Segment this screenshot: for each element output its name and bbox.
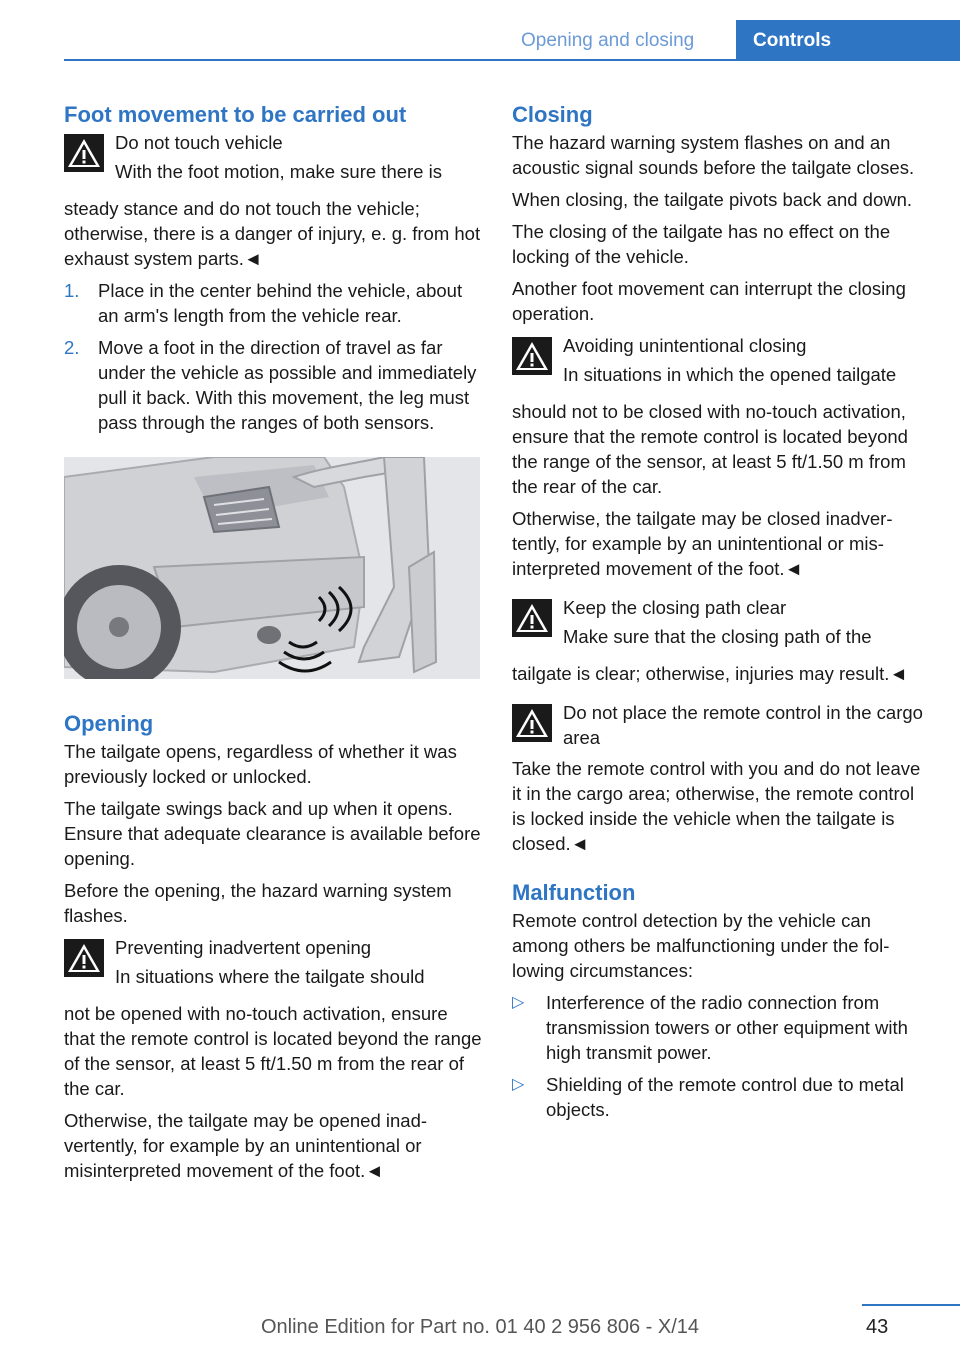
warning-preventing-opening [64,935,482,1101]
heading-opening: Opening [64,711,154,736]
warning-title: Do not touch vehicle [115,132,283,153]
tailgate-foot-illustration [64,457,480,679]
paragraph: The tailgate opens, regardless of whether it was previously locked or unlocked. [64,741,457,787]
paragraph: When closing, the tailgate pivots back and down. [512,189,913,210]
step-number: 1. [64,280,80,301]
paragraph: The tailgate swings back and up when it opens. Ensure that adequate clearance is available before opening. [64,798,481,869]
warning-triangle-icon [64,939,104,977]
header-rule [64,59,960,61]
warning-do-not-touch [64,130,482,271]
step-number: 2. [64,337,80,358]
heading-foot-movement: Foot movement to be carried out [64,102,407,127]
warning-remote-cargo [512,700,926,856]
warning-avoid-closing [512,333,926,499]
warning-lead: With the foot motion, make sure there is [115,161,442,182]
bullet-text: Shielding of the remote control due to metal objects. [546,1074,904,1120]
paragraph: Remote control detection by the vehicle can among others be malfunctioning under the following circumstances: [512,910,890,981]
warning-triangle-icon [512,337,552,375]
warning-lead: In situations where the tailgate should [115,966,425,987]
paragraph: Otherwise, the tailgate may be opened inadvertently, for example by an unintentional or misinterpreted movement of the foot.◄ [64,1110,428,1181]
warning-body: steady stance and do not touch the vehicle; otherwise, there is a danger of injury, e. g. from hot exhaust system parts.◄ [64,198,481,269]
car-rear-illustration-image [64,457,480,679]
edition-footer: Online Edition for Part no. 01 40 2 956 806 - X/14 [260,1316,700,1338]
warning-lead: Make sure that the closing path of the [563,626,872,647]
warning-triangle-icon [512,599,552,637]
heading-closing: Closing [512,102,593,127]
paragraph: Another foot movement can interrupt the closing operation. [512,278,906,324]
paragraph: The closing of the tailgate has no effect on the locking of the vehicle. [512,221,891,267]
header-chapter-tab: Controls [736,20,960,61]
warning-title: Keep the closing path clear [563,597,787,618]
header-section-title: Opening and closing [521,30,695,51]
warning-triangle-icon [64,134,104,172]
page-number: 43 [866,1316,889,1338]
warning-body: tailgate is clear; otherwise, injuries may result.◄ [512,663,908,684]
step-text: Move a foot in the direction of travel as far under the vehicle as possible and immediately pull it back. With this movement, the leg must pass through the ranges of both sensors. [98,337,477,433]
warning-title: Do not place the remote control in the cargo area [563,702,923,748]
right-column [512,100,926,1130]
list-item [64,278,482,328]
page-number-rule [862,1304,960,1306]
paragraph: Before the opening, the hazard warning system flashes. [64,880,452,926]
left-column [64,100,482,1190]
list-item [512,990,926,1065]
bullet-list [512,990,926,1122]
bullet-triangle-icon: ▷ [512,994,525,1011]
warning-body: Take the remote control with you and do not leave it in the cargo area; otherwise, the remote control is locked inside the vehicle when the tailgate is closed.◄ [512,758,921,854]
list-item [64,335,482,435]
warning-body: not be opened with no-touch activation, ensure that the remote control is located beyond the range of the sensor, at least 5 ft/1.50 m from the rear of the car. [64,1003,482,1099]
warning-title: Avoiding unintentional closing [563,335,807,356]
paragraph: Otherwise, the tailgate may be closed inadvertently, for example by an unintentional or misinterpreted movement of the foot.◄ [512,508,893,579]
warning-triangle-icon [512,704,552,742]
bullet-text: Interference of the radio connection from transmission towers or other equipment with high transmit power. [546,992,908,1063]
list-item [512,1072,926,1122]
heading-malfunction: Malfunction [512,880,636,905]
step-text: Place in the center behind the vehicle, about an arm's length from the vehicle rear. [98,280,463,326]
step-list [64,278,482,435]
warning-title: Preventing inadvertent opening [115,937,372,958]
bullet-triangle-icon: ▷ [512,1076,525,1093]
paragraph: The hazard warning system flashes on and an acoustic signal sounds before the tailgate closes. [512,132,915,178]
warning-closing-path [512,595,926,686]
warning-lead: In situations in which the opened tailgate [563,364,897,385]
warning-body: should not to be closed with no-touch activation, ensure that the remote control is located beyond the range of the sensor, at least 5 ft/1.50 m from the rear of the car. [512,401,908,497]
